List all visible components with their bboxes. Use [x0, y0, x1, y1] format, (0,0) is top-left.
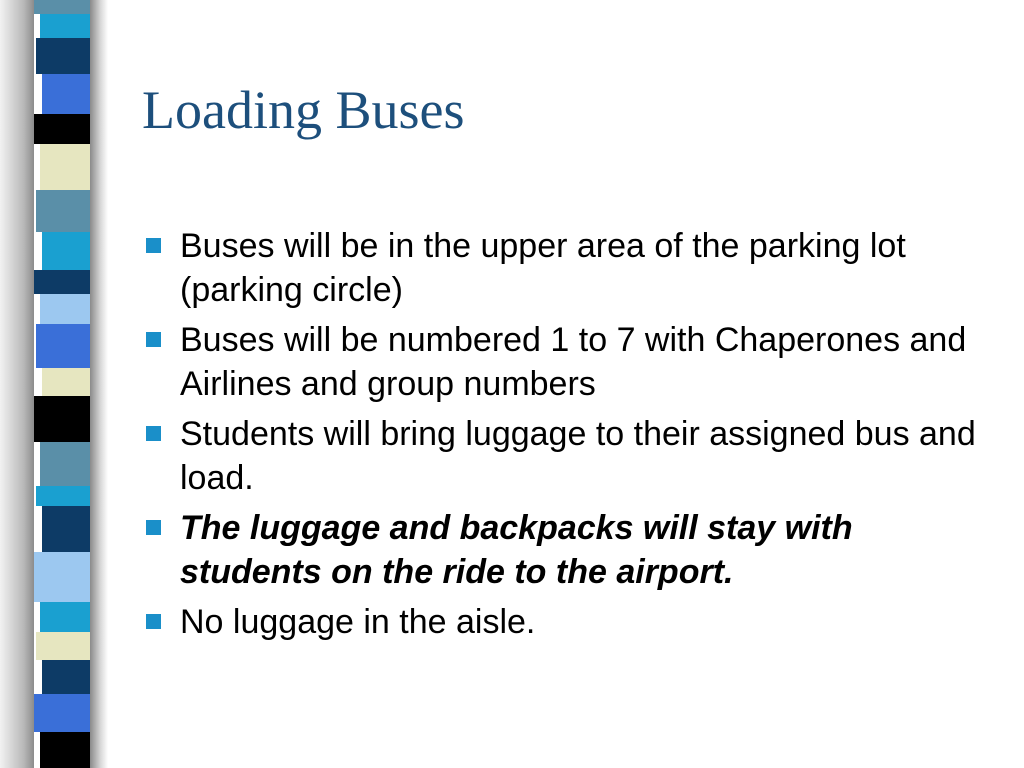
stripe-block [40, 442, 90, 486]
band-shadow-right [90, 0, 108, 768]
stripe-block [34, 552, 90, 602]
bullet-text: Buses will be in the upper area of the parking lot (parking circle) [180, 227, 906, 309]
stripe-block [42, 74, 90, 114]
bullet-text: No luggage in the aisle. [180, 603, 536, 641]
bullet-item [140, 224, 1000, 312]
band-shadow-left [0, 0, 34, 768]
bullet-item [140, 600, 1000, 644]
stripe-block [34, 270, 90, 294]
stripe-block [36, 190, 90, 232]
square-bullet-icon [146, 614, 161, 629]
bullet-text: Buses will be numbered 1 to 7 with Chaperones and Airlines and group numbers [180, 321, 967, 403]
stripe-block [34, 694, 90, 732]
stripe-block [40, 602, 90, 632]
stripe-block [42, 660, 90, 694]
slide-title: Loading Buses [142, 80, 465, 140]
stripe-block [42, 232, 90, 270]
stripe-block [34, 114, 90, 144]
stripe-block [40, 732, 90, 768]
striped-band-decoration [0, 0, 120, 768]
stripe-block [34, 396, 90, 442]
square-bullet-icon [146, 238, 161, 253]
bullet-item [140, 506, 1000, 594]
stripe-block [40, 144, 90, 190]
stripe-block [42, 506, 90, 552]
bullet-text: Students will bring luggage to their assigned bus and load. [180, 415, 976, 497]
bullet-item [140, 318, 1000, 406]
stripe-block [36, 38, 90, 74]
square-bullet-icon [146, 520, 161, 535]
stripe-block [36, 632, 90, 660]
bullet-list [140, 224, 1000, 650]
stripe-block [40, 14, 90, 38]
bullet-text-emphasized: The luggage and backpacks will stay with students on the ride to the airport. [180, 509, 853, 591]
stripe-block [42, 368, 90, 396]
square-bullet-icon [146, 332, 161, 347]
stripe-block [40, 294, 90, 324]
stripe-block [34, 0, 90, 14]
bullet-item [140, 412, 1000, 500]
stripe-block [36, 324, 90, 368]
stripe-block [36, 486, 90, 506]
square-bullet-icon [146, 426, 161, 441]
